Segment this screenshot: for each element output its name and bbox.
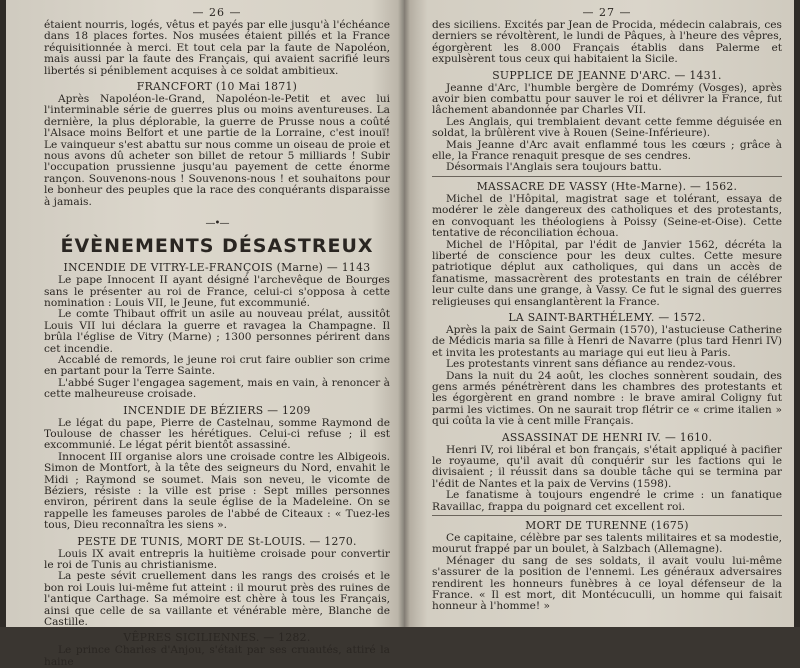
paragraph: Dans la nuit du 24 août, les cloches sonnèrent soudain, des gens armés pénétrèrent dans les chambres des protestants et les égorgèrent en grand nombre : le brave amiral Coligny fut parmi les victimes. On ne saurait trop flétrir ce « crime italien » qui coûta la vie à cent mille Français.: [432, 369, 782, 428]
paragraph: Après la paix de Saint Germain (1570), l'astucieuse Catherine de Médicis maria sa fille à Henri de Navarre (plus tard Henri IV) et invita les protestants au mariage qui eut lieu à Paris.: [432, 323, 782, 359]
section-heading: VÊPRES SICILIENNES. — 1282.: [123, 631, 311, 645]
section-heading: LA SAINT-BARTHÉLEMY. — 1572.: [508, 310, 706, 324]
paragraph: des siciliens. Excités par Jean de Procida, médecin calabrais, ces derniers se révoltèrent, le lundi de Pâques, à l'heure des vêpres, égorgèrent les 8.000 Français établis dans Palerme et expulsèrent tous ceux qui habitaient la Sicile.: [432, 19, 782, 66]
section-heading: INCENDIE DE VITRY-LE-FRANÇOIS (Marne) — 1143: [63, 261, 371, 275]
paragraph: Ce capitaine, célèbre par ses talents militaires et sa modestie, mourut frappé par un boulet, à Salzbach (Allemagne).: [432, 532, 782, 556]
page-edge-left: [0, 0, 6, 627]
section-heading: MORT DE TURENNE (1675): [525, 519, 689, 533]
paragraph: Innocent III organise alors une croisade contre les Albigeois. Simon de Montfort, à la tête des seigneurs du Nord, envahit le Midi ; Raymond se soumet. Mais son neveu, le vicomte de Béziers, résiste : la ville est prise : Sept milles personnes environ, périrent dans la seule église de la Madeleine. On se rappelle les fameuses paroles de l'abbé de Citeaux : « Tuez-les tous, Dieu reconnaîtra les siens ».: [44, 450, 390, 532]
section-heading: MASSACRE DE VASSY (Hte-Marne). — 1562.: [476, 179, 738, 193]
section-heading: FRANCFORT (10 Mai 1871): [136, 80, 298, 94]
paragraph: Le prince Charles d'Anjou, s'était par ses cruautés, attiré la haine: [44, 644, 390, 668]
paragraph: Mais Jeanne d'Arc avait enflammé tous les cœurs ; grâce à elle, la France renaquit presque de ses cendres.: [432, 138, 782, 163]
page-edge-right: [794, 0, 800, 627]
paragraph: Ménager du sang de ses soldats, il avait voulu lui-même s'assurer de la position de l'ennemi. Les généraux adversaires rendirent les honneurs funèbres à ce loyal défenseur de la France. « Il est mort, dit Montécuculli, un homme qui faisait honneur à l'homme! »: [432, 554, 782, 613]
paragraph: Michel de l'Hôpital, magistrat sage et tolérant, essaya de modérer le zèle dangereux des catholiques et des protestants, en convoquant les théologiens à Poissy (Seine-et-Oise). Cette tentative de réconciliation échoua.: [432, 192, 782, 240]
book-gutter: [398, 0, 410, 627]
section-heading: PESTE DE TUNIS, MORT DE St-LOUIS. — 1270.: [77, 534, 357, 548]
right-page: [404, 0, 800, 627]
paragraph: Après Napoléon-le-Grand, Napoléon-le-Petit et avec lui l'interminable série de guerres plus ou moins aventureuses. La dernière, la plus déplorable, la guerre de Prusse nous a coûté l'Alsace moins Belfort et une partie de la Lorraine, c'est inouï! Le vainqueur s'est abattu sur nous comme un oiseau de proie et nous avons dû acheter son billet de retour 5 milliards ! Subir l'occupation prussienne jusqu'au payement de cette énorme rançon. Souvenons-nous ! Souvenons-nous ! et souhaitons pour le bonheur des peuples que la race des conquérants disparaisse à jamais.: [44, 93, 390, 208]
paragraph: Les Anglais, qui tremblaient devant cette femme déguisée en soldat, la brûlèrent vive à Rouen (Seine-Inférieure).: [432, 115, 782, 140]
page-number: — 27 —: [582, 6, 632, 19]
section-heading: INCENDIE DE BÉZIERS — 1209: [123, 403, 311, 417]
paragraph: L'abbé Suger l'engagea sagement, mais en vain, à renoncer à cette malheureuse croisade.: [44, 376, 390, 401]
chapter-title: ÉVÈNEMENTS DÉSASTREUX: [60, 235, 374, 258]
paragraph: Les protestants vinrent sans défiance au rendez-vous.: [446, 358, 736, 371]
divider: [432, 515, 782, 516]
paragraph: Accablé de remords, le jeune roi crut faire oublier son crime en partant pour la Terre Sainte.: [44, 353, 390, 378]
paragraph: Jeanne d'Arc, l'humble bergère de Domrémy (Vosges), après avoir bien combattu pour sauver le roi et délivrer la France, fut lâchement abandonnée par Charles VII.: [432, 81, 782, 117]
divider: [432, 176, 782, 177]
separator-ornament: —•—: [205, 218, 229, 230]
paragraph: Le légat du pape, Pierre de Castelnau, somme Raymond de Toulouse de chasser les hérétiques. Celui-ci refuse ; il est excommunié. Le légat périt bientôt assassiné.: [44, 416, 390, 452]
paragraph: Désormais l'Anglais sera toujours battu.: [446, 161, 662, 174]
paragraph: Le fanatisme à toujours engendré le crime : un fanatique Ravaillac, frappa du poignard cet excellent roi.: [432, 489, 782, 513]
paragraph: La peste sévit cruellement dans les rangs des croisés et le bon roi Louis lui-même fut atteint : il mourut près des ruines de l'antique Carthage. Sa mémoire est chère à tous les Français, ainsi que celle de sa vaillante et vénérable mère, Blanche de Castille.: [44, 570, 390, 629]
paragraph: Michel de l'Hôpital, par l'édit de Janvier 1562, décréta la liberté de conscience pour les deux cultes. Cette mesure patriotique déplut aux catholiques, qui dans un accès de fanatisme, massacrèrent des protestants en train de célébrer leur culte dans une grange, à Vassy. Ce fut le signal des guerres religieuses qui ensanglantèrent la France.: [432, 238, 782, 308]
page-number: — 26 —: [192, 6, 242, 19]
section-heading: ASSASSINAT DE HENRI IV. — 1610.: [501, 430, 713, 444]
paragraph: Louis IX avait entrepris la huitième croisade pour convertir le roi de Tunis au christianisme.: [44, 547, 390, 572]
paragraph: Le comte Thibaut offrit un asile au nouveau prélat, aussitôt Louis VII lui déclara la guerre et ravagea la Champagne. Il brûla l'église de Vitry (Marne) ; 1300 personnes périrent dans cet incendie.: [44, 308, 390, 355]
paragraph: Henri IV, roi libéral et bon français, s'était appliqué à pacifier le royaume, qu'il avait dû conquérir sur les factions qui le divisaient ; il réussit dans sa double tâche qui se termina par l'édit de Nantes et la paix de Vervins (1598).: [432, 443, 782, 490]
paragraph: étaient nourris, logés, vêtus et payés par elle jusqu'à l'échéance dans 18 places fortes. Nos musées étaient pillés et la France réquisitionnée à merci. Et tout cela par la faute de Napoléon, mais aussi par la faute des Français, qui avaient sacrifié leurs libertés si péniblement acquises à ce soldat ambitieux.: [44, 19, 390, 77]
section-heading: SUPPLICE DE JEANNE D'ARC. — 1431.: [492, 68, 722, 82]
paragraph: Le pape Innocent II ayant désigné l'archevêque de Bourges sans le présenter au roi de France, celui-ci s'opposa à cette nomination : Louis VII, le Jeune, fut excommunié.: [44, 274, 390, 309]
